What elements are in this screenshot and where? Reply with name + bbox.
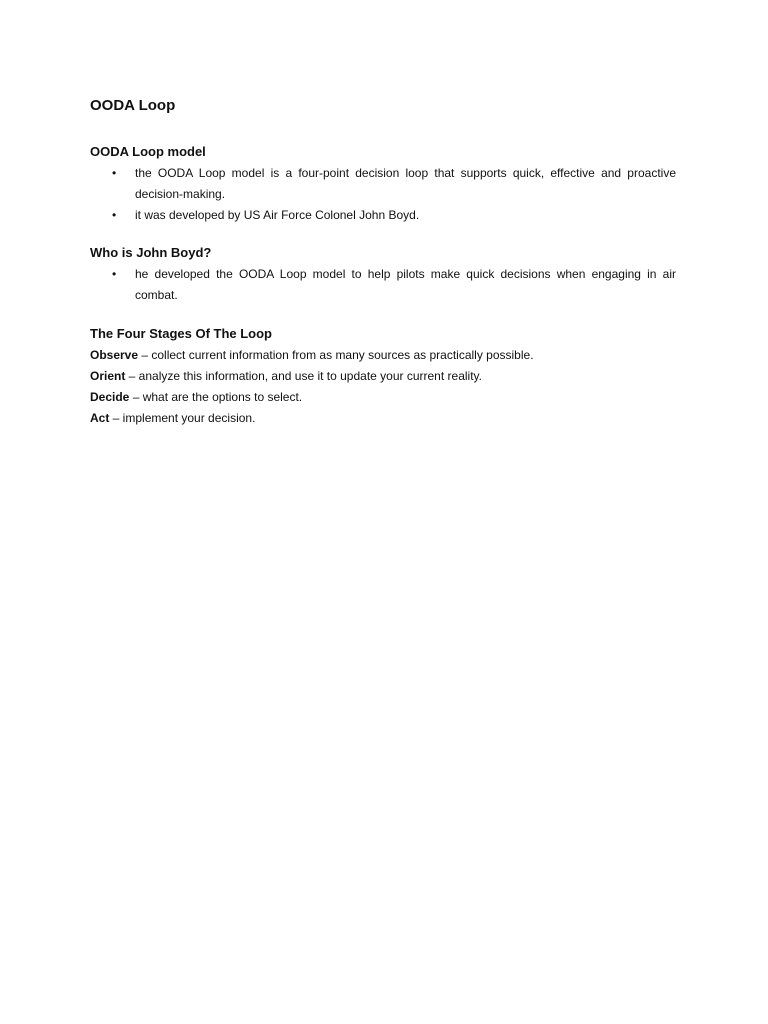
section-heading-model: OODA Loop model xyxy=(90,144,206,159)
stage-term: Observe xyxy=(90,348,139,362)
stages-list xyxy=(90,345,676,429)
stage-observe xyxy=(90,345,676,366)
stage-term: Act xyxy=(90,411,110,425)
stage-description: – implement your decision. xyxy=(109,411,256,425)
list-item xyxy=(90,264,676,306)
list-item xyxy=(90,205,676,226)
list-item xyxy=(90,163,676,205)
stage-description: – analyze this information, and use it to update your current reality. xyxy=(125,369,482,383)
stage-orient xyxy=(90,366,676,387)
stage-decide xyxy=(90,387,676,408)
list-item-text: it was developed by US Air Force Colonel John Boyd. xyxy=(135,208,420,222)
list-item-text: the OODA Loop model is a four-point decision loop that supports quick, effective and proactive decision-making. xyxy=(135,166,676,201)
section-heading-stages: The Four Stages Of The Loop xyxy=(90,326,272,341)
document-title: OODA Loop xyxy=(90,97,176,114)
model-bullet-list xyxy=(90,163,676,226)
bullet-icon: • xyxy=(112,267,117,281)
list-item-text: he developed the OODA Loop model to help pilots make quick decisions when engaging in air combat. xyxy=(135,267,676,302)
section-heading-boyd: Who is John Boyd? xyxy=(90,245,212,260)
document-page xyxy=(90,96,676,429)
stage-description: – collect current information from as many sources as practically possible. xyxy=(138,348,534,362)
stage-term: Orient xyxy=(90,369,126,383)
boyd-bullet-list xyxy=(90,264,676,306)
stage-term: Decide xyxy=(90,390,130,404)
bullet-icon: • xyxy=(112,208,117,222)
stage-act xyxy=(90,408,676,429)
bullet-icon: • xyxy=(112,166,117,180)
stage-description: – what are the options to select. xyxy=(129,390,303,404)
